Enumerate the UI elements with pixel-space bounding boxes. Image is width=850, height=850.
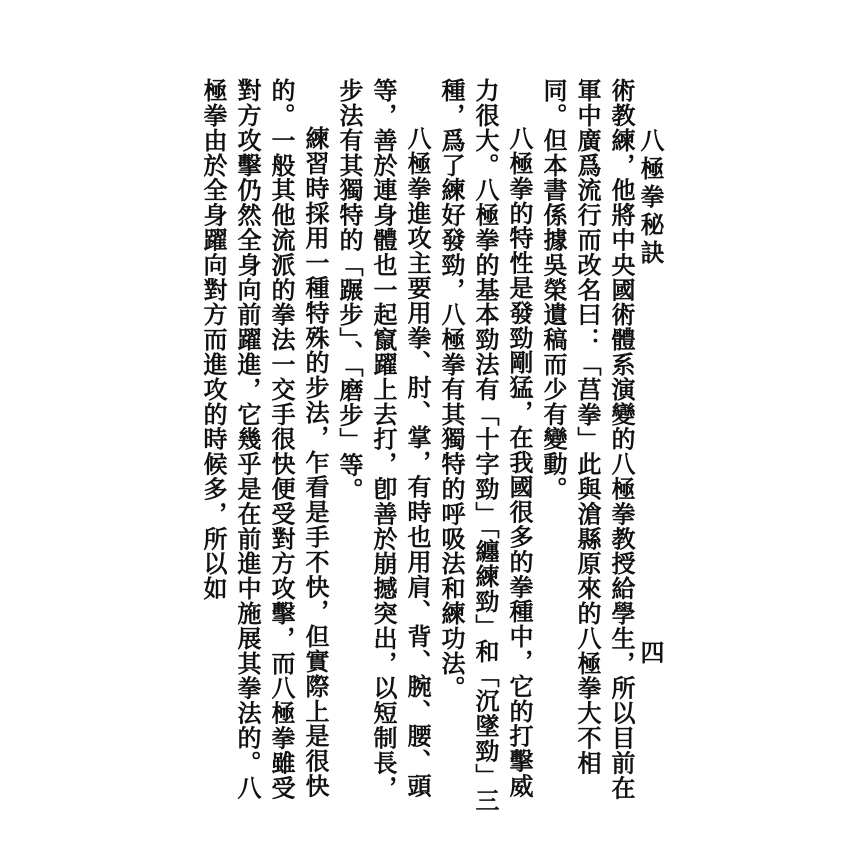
paragraph: 練習時採用一種特殊的步法，乍看是手不快，但實際上是很快的。一般其他流派的拳法一交手很快便受對方攻擊，而八極拳雖受對方攻擊仍然全身向前躍進，它幾乎是在前進中施展其拳法的。八極拳由於全身躍向對方而進攻的時候多，所以如 [199, 78, 330, 801]
paragraph: 八極拳進攻主要用拳、肘、掌，有時也用肩、背、腕、腰、頭等，善於連身體也一起竄躍上去打，卽善於崩撼突出，以短制長，步法有其獨特的「蹍步」、「磨步」等。 [335, 78, 432, 801]
running-header-title: 八極拳秘訣 [636, 128, 665, 268]
paragraph-continued: 術教練，他將中央國術體系演變的八極拳教授給學生，所以目前在軍中廣爲流行而改名曰：「莒拳」此與滄縣原來的八極拳大不相同。但本書係據吳榮遺稿而少有變動。 [539, 78, 636, 801]
body-text [199, 78, 638, 818]
page-number: 四 [636, 640, 665, 664]
paragraph: 八極拳的特性是發勁剛猛，在我國很多的拳種中，它的打擊威力很大。八極拳的基本勁法有「十字勁」「纏練勁」和「沉墜勁」三種，爲了練好發勁，八極拳有其獨特的呼吸法和練功法。 [437, 78, 534, 813]
